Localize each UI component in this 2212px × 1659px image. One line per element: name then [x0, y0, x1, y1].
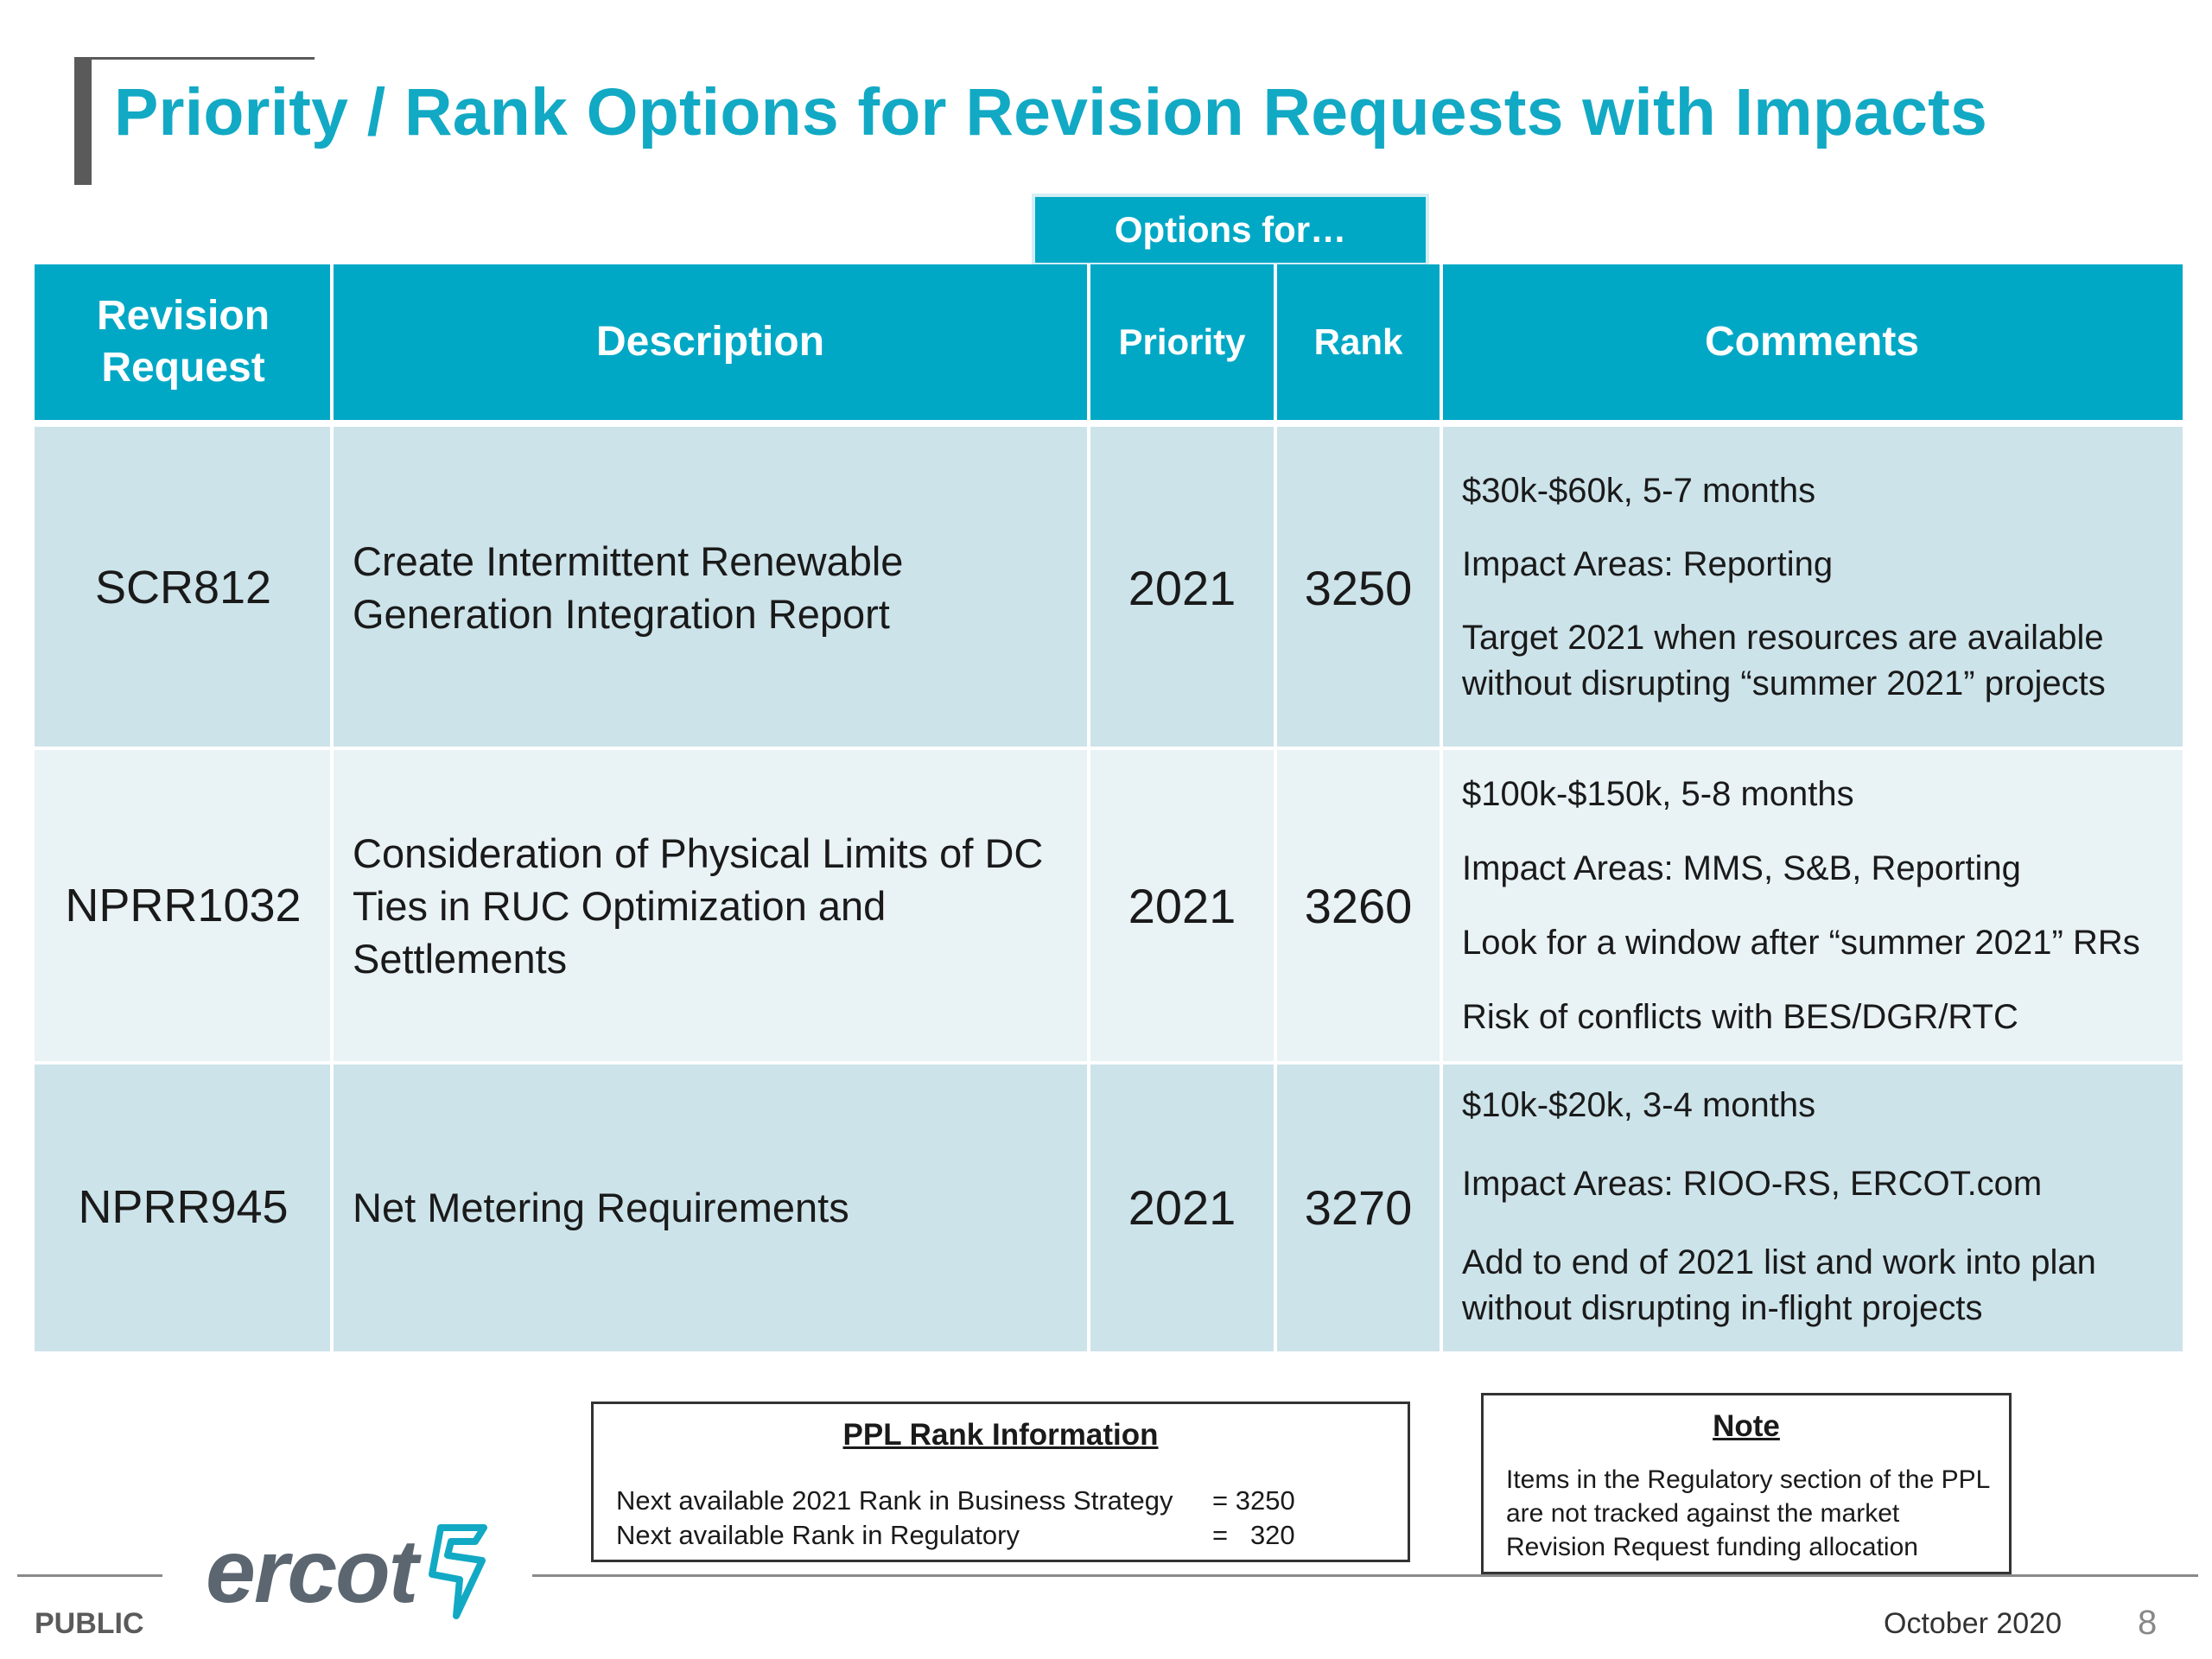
row-1-rank: 3250 [1275, 427, 1441, 748]
row-1-comment-impact: Impact Areas: Reporting [1462, 545, 1834, 583]
row-2-comment-cost: $100k-$150k, 5-8 months [1462, 774, 1854, 813]
row-3-comment-note-b: without disrupting in-flight projects [1462, 1289, 1983, 1327]
footer-rule-right [532, 1574, 2198, 1577]
col-separator-2 [1087, 264, 1090, 1351]
row-2-priority: 2021 [1089, 748, 1275, 1063]
row-1-id: SCR812 [35, 427, 332, 748]
header-separator [35, 420, 2183, 427]
row-2-comments [1441, 748, 2183, 1063]
row-3-id: NPRR945 [35, 1063, 332, 1351]
row-1-description: Create Intermittent Renewable Generation Integration Report [332, 427, 1089, 748]
row-3-rank: 3270 [1275, 1063, 1441, 1351]
classification-label: PUBLIC [35, 1607, 144, 1640]
row-1-priority: 2021 [1089, 427, 1275, 748]
row-3-comment-note-a: Add to end of 2021 list and work into plan [1462, 1243, 2096, 1281]
row-3-description: Net Metering Requirements [332, 1063, 1089, 1351]
title-accent-bar [74, 57, 92, 185]
row-separator-2 [35, 1061, 2183, 1065]
page-number: 8 [2138, 1604, 2158, 1642]
ppl-rank-info-box [591, 1402, 1410, 1562]
col-separator-3 [1274, 264, 1277, 1351]
row-3-comment-impact: Impact Areas: RIOO-RS, ERCOT.com [1462, 1165, 2043, 1203]
header-description: Description [332, 264, 1089, 420]
row-3-priority: 2021 [1089, 1063, 1275, 1351]
header-revision-request: Revision Request [35, 264, 332, 420]
note-title: Note [1713, 1409, 1780, 1443]
header-priority: Priority [1089, 264, 1275, 420]
row-2-rank: 3260 [1275, 748, 1441, 1063]
row-2-comment-risk: Risk of conflicts with BES/DGR/RTC [1462, 997, 2018, 1036]
col-separator-4 [1440, 264, 1443, 1351]
note-box [1481, 1393, 2012, 1574]
row-1-comments [1441, 427, 2183, 748]
slide-title: Priority / Rank Options for Revision Requests with Impacts [114, 75, 1988, 149]
note-text: Items in the Regulatory section of the PPL are not tracked against the market Revision Request funding allocation [1506, 1465, 1990, 1561]
row-3-comment-cost: $10k-$20k, 3-4 months [1462, 1086, 1816, 1124]
ercot-logo [206, 1521, 416, 1624]
row-3-comments [1441, 1063, 2183, 1351]
title-accent-line [74, 57, 315, 60]
ppl-row-2-value: = 320 [1212, 1520, 1295, 1550]
ercot-bolt-icon [422, 1522, 491, 1626]
row-separator-1 [35, 747, 2183, 750]
header-rank: Rank [1275, 264, 1441, 420]
row-2-description: Consideration of Physical Limits of DC Ties in RUC Optimization and Settlements [332, 748, 1089, 1063]
row-1-comment-note-a: Target 2021 when resources are available [1462, 619, 2104, 657]
options-for-tab: Options for… [1032, 194, 1429, 266]
col-separator-1 [330, 264, 334, 1351]
ppl-rank-info-title: PPL Rank Information [842, 1418, 1159, 1452]
row-1-comment-note-b: without disrupting “summer 2021” projects [1462, 664, 2106, 702]
ppl-row-2-label: Next available Rank in Regulatory [616, 1520, 1020, 1550]
ercot-logo-wordmark: ercot [206, 1522, 417, 1622]
row-2-id: NPRR1032 [35, 748, 332, 1063]
revision-request-table [35, 264, 2183, 1351]
ppl-row-1-value: = 3250 [1212, 1485, 1295, 1516]
ppl-row-1-label: Next available 2021 Rank in Business Strategy [616, 1485, 1173, 1516]
footer-rule-left [17, 1574, 162, 1577]
row-2-comment-window: Look for a window after “summer 2021” RRs [1462, 923, 2140, 962]
footer-date: October 2020 [1884, 1607, 2063, 1640]
row-1-comment-cost: $30k-$60k, 5-7 months [1462, 472, 1816, 510]
header-comments: Comments [1441, 264, 2183, 420]
row-2-comment-impact: Impact Areas: MMS, S&B, Reporting [1462, 849, 2021, 887]
